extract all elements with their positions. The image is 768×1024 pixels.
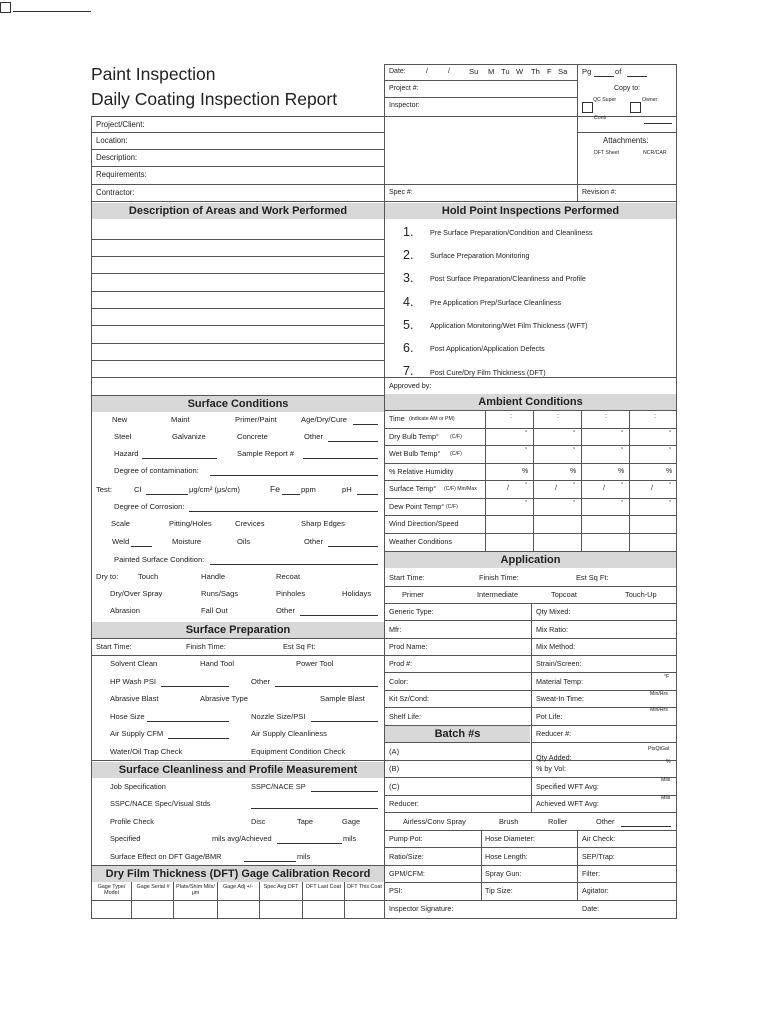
eq-sep: SEP/Trap: — [582, 852, 615, 861]
amb-cf: (C/F) — [446, 504, 458, 510]
sp-power[interactable]: Power Tool — [296, 659, 334, 668]
section-surface-conditions: Surface Conditions — [92, 396, 384, 412]
sc-holidays[interactable]: Holidays — [342, 589, 372, 598]
sp-nozzle: Nozzle Size/PSI — [251, 712, 306, 721]
batch-pts-gal: PtsQtGal — [648, 746, 670, 752]
eq-signature: Inspector Signature: — [389, 904, 454, 913]
sp-hand[interactable]: Hand Tool — [200, 659, 235, 668]
sc-oils[interactable]: Oils — [237, 537, 251, 546]
amb-deg: ° — [573, 430, 576, 436]
amb-deg: ° — [525, 430, 528, 436]
amb-colon: : — [605, 411, 607, 420]
amb-deg: ° — [573, 447, 576, 453]
app-left-field: Prod #: — [389, 659, 413, 668]
owner-checkbox[interactable] — [630, 102, 641, 113]
hold-point-label[interactable]: Post Cure/Dry Film Thickness (DFT) — [430, 368, 546, 377]
qc-super-label: QC Super — [593, 97, 617, 103]
sc-runs[interactable]: Runs/Sags — [201, 589, 239, 598]
batch-spec-wft: Specified WFT Avg: — [536, 782, 599, 791]
amb-deg: ° — [573, 500, 576, 506]
hold-point-num: 5. — [403, 318, 414, 332]
corner-checkbox[interactable] — [0, 2, 11, 13]
cl-gage[interactable]: Gage — [342, 817, 361, 826]
description-label: Description: — [96, 153, 138, 162]
eq-pump: Pump Pot: — [389, 834, 423, 843]
amb-wind-label: Wind Direction/Speed — [389, 519, 459, 528]
sc-other-3[interactable]: Other — [276, 606, 295, 615]
hold-point-num: 7. — [403, 364, 414, 378]
sp-sample-blast[interactable]: Sample Blast — [320, 694, 365, 703]
amb-cf: (C/F) — [450, 451, 462, 457]
app-deg-f: °F — [664, 674, 670, 680]
hold-point-num: 4. — [403, 295, 414, 309]
eq-psi: PSI: — [389, 886, 403, 895]
amb-slash: / — [651, 485, 653, 492]
app-topcoat[interactable]: Topcoat — [551, 590, 577, 599]
app-right-field: Mix Ratio: — [536, 625, 568, 634]
location-label: Location: — [96, 136, 128, 145]
batch-mils: Mils — [661, 777, 671, 783]
sc-cl: Cl — [134, 485, 142, 494]
app-left-field: Color: — [389, 677, 409, 686]
app-left-field: Prod Name: — [389, 642, 428, 651]
eq-airless[interactable]: Airless/Conv Spray — [403, 817, 466, 826]
qc-super-checkbox[interactable] — [582, 102, 593, 113]
batch-mils: Mils — [661, 795, 671, 801]
sp-air-cfm: Air Supply CFM — [110, 729, 164, 738]
amb-weather-label: Weather Conditions — [389, 537, 452, 546]
amb-deg: ° — [669, 430, 672, 436]
sc-galvanize[interactable]: Galvanize — [172, 432, 206, 441]
cl-surface-effect: Surface Effect on DFT Gage/BMR — [110, 852, 222, 861]
amb-cf-minmax: (C/F) Min/Max — [444, 486, 477, 492]
app-start: Start Time: — [389, 573, 425, 582]
sp-abrasive-blast[interactable]: Abrasive Blast — [110, 694, 159, 703]
app-right-field: Mix Method: — [536, 642, 576, 651]
cl-job-spec: Job Specification — [110, 782, 166, 791]
sc-pitting[interactable]: Pitting/Holes — [169, 519, 212, 528]
amb-surface-label: Surface Temp° — [389, 484, 437, 493]
hold-point-num: 2. — [403, 248, 414, 262]
amb-deg: ° — [621, 430, 624, 436]
cl-sspc-nace-sp: SSPC/NACE SP — [251, 782, 306, 791]
approved-by-label: Approved by: — [389, 381, 432, 390]
section-surface-prep: Surface Preparation — [92, 622, 384, 638]
cl-tape[interactable]: Tape — [297, 817, 314, 826]
sp-est: Est Sq Ft: — [283, 642, 316, 651]
batch-reducer: Reducer: — [389, 799, 419, 808]
amb-pct: % — [570, 468, 577, 475]
date-label: Date: — [389, 68, 406, 75]
app-touchup[interactable]: Touch-Up — [625, 590, 657, 599]
sc-sample-report: Sample Report # — [237, 449, 294, 458]
sp-finish: Finish Time: — [186, 642, 226, 651]
app-right-field: Sweat-In Time: — [536, 694, 584, 703]
batch-ach-wft: Achieved WFT Avg: — [536, 799, 599, 808]
dft-sheet-label: DFT Sheet — [594, 150, 619, 156]
sp-hp-wash[interactable]: HP Wash PSI — [110, 677, 156, 686]
sc-ugcm: μg/cm² (μs/cm) — [189, 485, 240, 494]
eq-date: Date: — [582, 904, 600, 913]
section-dft: Dry Film Thickness (DFT) Gage Calibration Record — [92, 866, 384, 882]
sp-air-clean: Air Supply Cleanliness — [251, 729, 327, 738]
amb-deg: ° — [621, 482, 624, 488]
amb-deg: ° — [669, 482, 672, 488]
section-application: Application — [385, 552, 676, 568]
batch-pct-vol: % by Vol: — [536, 764, 566, 773]
sc-dry-to: Dry to: — [96, 572, 119, 581]
eq-brush[interactable]: Brush — [499, 817, 519, 826]
amb-time-label: Time — [389, 414, 405, 423]
cl-mils: mils — [343, 834, 357, 843]
dft-header: Gage Adj +/- — [222, 884, 254, 890]
sc-degree-contam: Degree of contamination: — [114, 466, 199, 475]
sc-moisture[interactable]: Moisture — [172, 537, 202, 546]
app-min-hrs: Min/Hrs — [650, 691, 668, 697]
amb-colon: : — [510, 411, 512, 420]
requirements-label: Requirements: — [96, 170, 147, 179]
eq-hose-l: Hose Length: — [485, 852, 528, 861]
section-batch: Batch #s — [385, 726, 530, 742]
day-f[interactable]: F — [547, 67, 552, 76]
hold-point-num: 1. — [403, 225, 414, 239]
day-sa[interactable]: Sa — [558, 67, 568, 76]
batch-reducer-no: Reducer #: — [536, 729, 572, 738]
revision-no-label: Revision #: — [582, 189, 617, 196]
hold-point-num: 6. — [403, 341, 414, 355]
sc-weld[interactable]: Weld — [112, 537, 130, 546]
date-slash-2: / — [448, 68, 450, 75]
hold-point-label[interactable]: Post Surface Preparation/Cleanliness and Profile — [430, 274, 586, 283]
amb-deg: ° — [621, 447, 624, 453]
amb-cf: (C/F) — [450, 434, 462, 440]
sp-water-oil[interactable]: Water/Oil Trap Check — [110, 747, 183, 756]
hold-point-label[interactable]: Pre Surface Preparation/Condition and Cleanliness — [430, 228, 593, 237]
cl-visual: SSPC/NACE Spec/Visual Stds — [110, 799, 211, 808]
hold-point-label[interactable]: Pre Application Prep/Surface Cleanliness — [430, 298, 562, 307]
cl-specified: Specified — [110, 834, 141, 843]
sc-ph: pH — [342, 485, 352, 494]
amb-wet-bulb-label: Wet Bulb Temp° — [389, 449, 441, 458]
amb-deg: ° — [525, 500, 528, 506]
eq-roller[interactable]: Roller — [548, 817, 568, 826]
day-w[interactable]: W — [516, 67, 524, 76]
cl-profile: Profile Check — [110, 817, 154, 826]
dft-header: Spec Avg DFT — [263, 884, 299, 890]
sp-other[interactable]: Other — [251, 677, 270, 686]
sc-painted: Painted Surface Condition: — [114, 555, 205, 564]
eq-agitator: Agitator: — [582, 886, 609, 895]
amb-deg: ° — [621, 500, 624, 506]
sc-abrasion[interactable]: Abrasion — [110, 606, 140, 615]
sc-new[interactable]: New — [112, 415, 128, 424]
eq-ratio: Ratio/Size: — [389, 852, 424, 861]
batch-c: (C) — [389, 782, 400, 791]
app-right-field: Strain/Screen: — [536, 659, 582, 668]
app-right-field: Material Temp: — [536, 677, 584, 686]
batch-a: (A) — [389, 747, 400, 756]
title-line1: Paint Inspection — [91, 64, 216, 84]
section-ambient: Ambient Conditions — [385, 394, 676, 410]
app-left-field: Kit Sz/Cond: — [389, 694, 429, 703]
sc-other[interactable]: Other — [304, 432, 323, 441]
amb-colon: : — [557, 411, 559, 420]
amb-rh-label: % Relative Humidity — [389, 467, 454, 476]
sc-fe: Fe — [270, 484, 281, 494]
sc-sharp[interactable]: Sharp Edges — [301, 519, 345, 528]
hold-point-label[interactable]: Application Monitoring/Wet Film Thickness (WFT) — [430, 321, 588, 330]
sp-start: Start Time: — [96, 642, 132, 651]
sp-abrasive-type: Abrasive Type — [200, 694, 248, 703]
sc-primer-paint[interactable]: Primer/Paint — [235, 415, 277, 424]
amb-deg: ° — [669, 447, 672, 453]
cl-mils-avg: mils avg/Achieved — [212, 834, 272, 843]
dft-header: DFT This Coat — [347, 884, 382, 890]
pg-label: Pg — [582, 67, 592, 76]
day-th[interactable]: Th — [531, 67, 540, 76]
sc-dry-over[interactable]: Dry/Over Spray — [110, 589, 163, 598]
batch-b: (B) — [389, 764, 400, 773]
amb-time-note: (indicate AM or PM) — [409, 416, 455, 422]
sc-crevices[interactable]: Crevices — [235, 519, 265, 528]
amb-slash: / — [507, 485, 509, 492]
sc-ppm: ppm — [301, 485, 316, 494]
amb-slash: / — [603, 485, 605, 492]
hold-point-label[interactable]: Post Application/Application Defects — [430, 344, 545, 353]
spec-no-label: Spec #: — [389, 189, 413, 196]
day-tu[interactable]: Tu — [501, 67, 510, 76]
amb-pct: % — [618, 468, 625, 475]
sc-fall-out[interactable]: Fall Out — [201, 606, 228, 615]
dft-header: Gage Type/ Model — [97, 884, 126, 896]
sp-equipment[interactable]: Equipment Condition Check — [251, 747, 346, 756]
project-client-label: Project/Client: — [96, 120, 145, 129]
title-line2: Daily Coating Inspection Report — [91, 89, 338, 109]
sc-age[interactable]: Age/Dry/Cure — [301, 415, 348, 424]
sc-touch[interactable]: Touch — [138, 572, 159, 581]
batch-pct: % — [666, 759, 671, 765]
amb-deg: ° — [525, 482, 528, 488]
amb-deg: ° — [669, 500, 672, 506]
sc-degree-corr: Degree of Corrosion: — [114, 502, 185, 511]
eq-gpm: GPM/CFM: — [389, 869, 425, 878]
app-right-field: Qty Mixed: — [536, 607, 571, 616]
amb-deg: ° — [525, 447, 528, 453]
section-hold-points: Hold Point Inspections Performed — [385, 203, 676, 219]
sp-solvent[interactable]: Solvent Clean — [110, 659, 158, 668]
corner-line — [13, 11, 91, 12]
amb-colon: : — [654, 411, 656, 420]
eq-filter: Filter: — [582, 869, 600, 878]
amb-deg: ° — [573, 482, 576, 488]
app-intermediate[interactable]: Intermediate — [477, 590, 519, 599]
sc-maint[interactable]: Maint — [171, 415, 190, 424]
inspector-label: Inspector: — [389, 102, 420, 109]
app-left-field: Generic Type: — [389, 607, 434, 616]
sc-other-2[interactable]: Other — [304, 537, 323, 546]
app-left-field: Mfr: — [389, 625, 402, 634]
batch-qty-added: Qty Added: — [536, 753, 572, 762]
section-areas: Description of Areas and Work Performed — [92, 203, 384, 219]
amb-dry-bulb-label: Dry Bulb Temp° — [389, 432, 439, 441]
attachments-label: Attachments: — [603, 136, 649, 145]
eq-spray-gun: Spray Gun: — [485, 869, 522, 878]
cl-disc[interactable]: Disc — [251, 817, 266, 826]
sc-steel[interactable]: Steel — [114, 432, 132, 441]
eq-air-check: Air Check: — [582, 834, 616, 843]
day-m[interactable]: M — [488, 67, 495, 76]
day-su[interactable]: Su — [469, 67, 479, 76]
ncr-car-label: NCR/CAR — [643, 150, 667, 156]
sc-pinholes[interactable]: Pinholes — [276, 589, 306, 598]
contr-label: Contr — [594, 115, 607, 121]
contractor-label: Contractor: — [96, 188, 135, 197]
dft-header: Gage Serial # — [136, 884, 170, 890]
sc-hazard[interactable]: Hazard — [114, 449, 139, 458]
amb-pct: % — [666, 468, 673, 475]
dft-header: DFT Last Coat — [306, 884, 341, 890]
sp-hose-size: Hose Size — [110, 712, 145, 721]
sc-test: Test: — [96, 485, 113, 494]
hold-point-label[interactable]: Surface Preparation Monitoring — [430, 251, 530, 260]
section-cleanliness: Surface Cleanliness and Profile Measurement — [92, 762, 384, 778]
sc-recoat[interactable]: Recoat — [276, 572, 301, 581]
app-finish: Finish Time: — [479, 573, 519, 582]
app-left-field: Shelf Life: — [389, 712, 421, 721]
eq-other[interactable]: Other — [596, 817, 615, 826]
amb-dew-label: Dew Point Temp° — [389, 502, 445, 511]
copy-to-label: Copy to: — [614, 85, 641, 92]
of-label: of — [615, 67, 622, 76]
amb-pct: % — [522, 468, 529, 475]
app-est: Est Sq Ft: — [576, 573, 609, 582]
cl-mils-2: mils — [297, 852, 311, 861]
app-min-hrs: Min/Hrs — [650, 707, 668, 713]
sc-concrete[interactable]: Concrete — [237, 432, 268, 441]
date-slash-1: / — [426, 68, 428, 75]
app-right-field: Pot Life: — [536, 712, 563, 721]
eq-hose-d: Hose Diameter: — [485, 834, 535, 843]
hold-point-num: 3. — [403, 271, 414, 285]
eq-tip: Tip Size: — [485, 886, 513, 895]
sc-handle[interactable]: Handle — [201, 572, 226, 581]
app-primer[interactable]: Primer — [402, 590, 424, 599]
amb-slash: / — [555, 485, 557, 492]
project-no-label: Project #: — [389, 85, 419, 92]
owner-label: Owner — [642, 97, 658, 103]
sc-scale[interactable]: Scale — [111, 519, 130, 528]
dft-header: Plate/Shim Mils/μm — [176, 884, 215, 896]
